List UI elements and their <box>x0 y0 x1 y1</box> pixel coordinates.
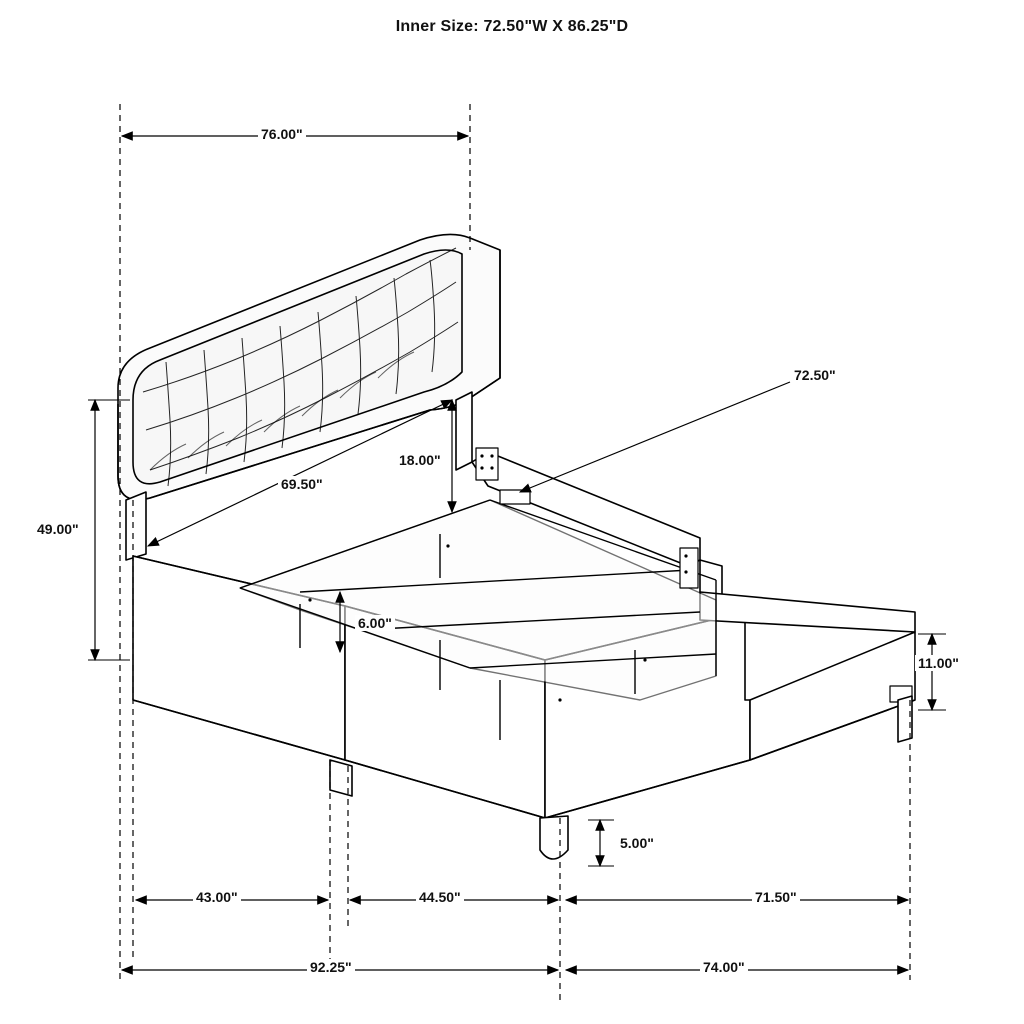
dimension-label-headboard-height: 49.00" <box>34 521 82 537</box>
dimension-label-side-rail-pointer: 72.50" <box>791 367 839 383</box>
dimension-label-depth-segment-left: 43.00" <box>193 889 241 905</box>
dimension-label-depth-segment-mid: 44.50" <box>416 889 464 905</box>
dimension-label-headboard-panel-height: 18.00" <box>396 452 444 468</box>
dimension-label-rail-height: 11.00" <box>915 655 962 671</box>
dimension-label-depth-segment-right: 71.50" <box>752 889 800 905</box>
dimension-label-overall-foot-width: 74.00" <box>700 959 748 975</box>
dimension-label-slat-clearance: 6.00" <box>355 615 395 631</box>
dimension-label-overall-depth: 92.25" <box>307 959 355 975</box>
dimension-label-foot-leg-height: 5.00" <box>617 835 657 851</box>
dimension-label-headboard-inner-width: 69.50" <box>278 476 326 492</box>
dimension-label-overall-width-top: 76.00" <box>258 126 306 142</box>
page-title: Inner Size: 72.50"W X 86.25"D <box>395 18 629 35</box>
